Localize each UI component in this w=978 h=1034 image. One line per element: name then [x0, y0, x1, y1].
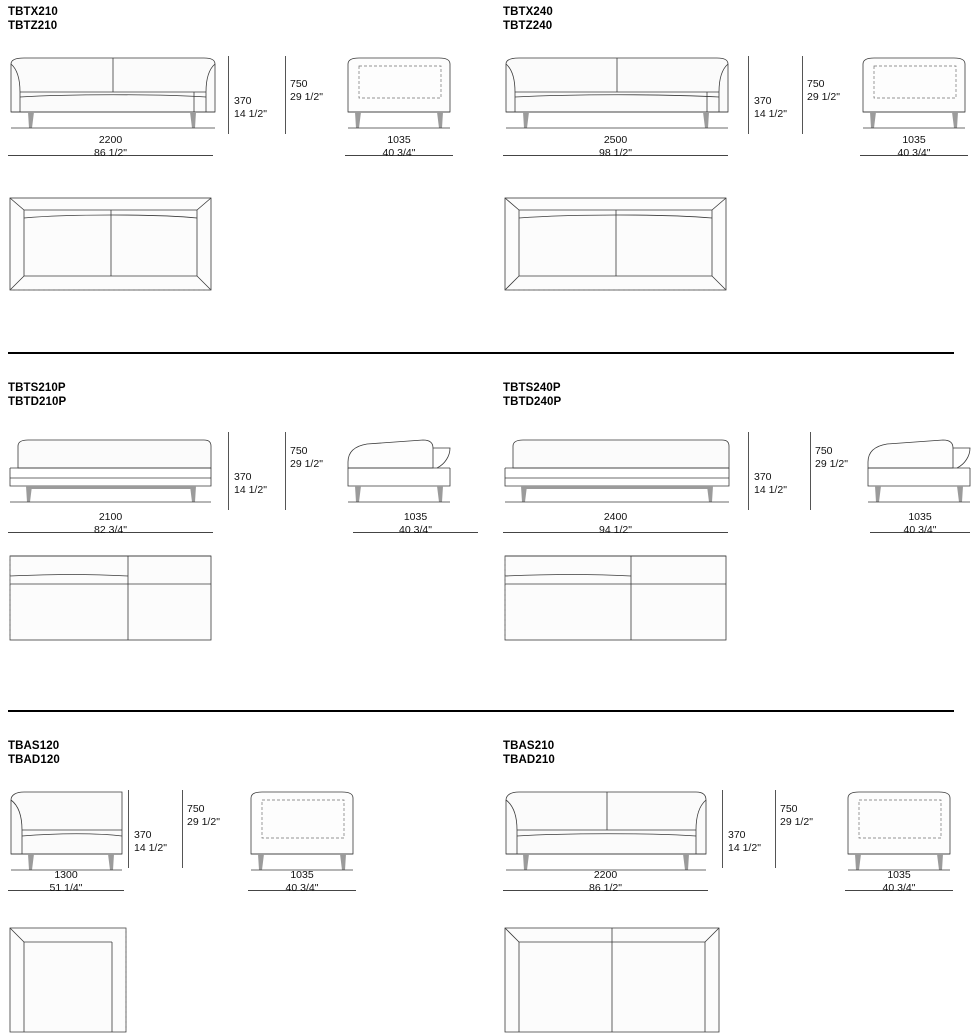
model-code-primary	[503, 739, 555, 767]
plan-view-drawing	[503, 554, 728, 644]
width-dim: 1300 51 1/4"	[49, 869, 83, 894]
plan-view-drawing	[503, 196, 728, 294]
code-line-1: TBTX240	[503, 6, 553, 18]
width-dim: 2500 98 1/2"	[599, 134, 632, 159]
model-code-primary	[8, 5, 58, 33]
front-elevation-drawing	[503, 786, 708, 876]
code-line-2: TBTZ240	[503, 20, 553, 32]
depth-dim: 1035 40 3/4"	[382, 134, 416, 159]
seat-height-dim: 370 14 1/2"	[134, 829, 167, 854]
width-dim: 2400 94 1/2"	[599, 511, 632, 536]
total-height-dim: 750 29 1/2"	[290, 78, 323, 103]
model-code-primary	[8, 381, 66, 409]
side-elevation-drawing	[865, 428, 973, 518]
depth-dim: 1035 40 3/4"	[285, 869, 319, 894]
code-line-1: TBTS240P	[503, 382, 561, 394]
seat-height-dim: 370 14 1/2"	[728, 829, 761, 854]
total-height-dim: 750 29 1/2"	[807, 78, 840, 103]
total-height-dim: 750 29 1/2"	[290, 445, 323, 470]
width-dim: 2200 86 1/2"	[589, 869, 622, 894]
seat-height-dim: 370 14 1/2"	[754, 471, 787, 496]
side-elevation-drawing	[345, 428, 453, 518]
side-elevation-drawing	[860, 52, 968, 142]
code-line-1: TBAS120	[8, 740, 60, 752]
product-section-3	[0, 714, 978, 1034]
seat-height-dim: 370 14 1/2"	[234, 471, 267, 496]
code-line-1: TBTX210	[8, 6, 58, 18]
code-line-2: TBTZ210	[8, 20, 58, 32]
side-elevation-drawing	[248, 786, 356, 876]
total-height-dim: 750 29 1/2"	[780, 803, 813, 828]
front-elevation-drawing	[8, 428, 213, 518]
total-height-dim: 750 29 1/2"	[187, 803, 220, 828]
code-line-1: TBTS210P	[8, 382, 66, 394]
model-code-primary	[503, 381, 561, 409]
front-elevation-drawing	[8, 52, 218, 142]
code-line-2: TBTD240P	[503, 396, 562, 408]
side-elevation-drawing	[845, 786, 953, 876]
code-line-2: TBAD210	[503, 754, 555, 766]
front-elevation-drawing	[8, 786, 124, 876]
plan-view-drawing	[8, 926, 128, 1034]
front-elevation-drawing	[503, 52, 731, 142]
width-dim: 2100 82 3/4"	[94, 511, 127, 536]
plan-view-drawing	[8, 554, 213, 644]
model-code-primary	[503, 5, 553, 33]
product-section-2	[0, 356, 978, 708]
section-divider-1	[8, 352, 954, 354]
model-code-primary	[8, 739, 60, 767]
code-line-2: TBAD120	[8, 754, 60, 766]
front-elevation-drawing	[503, 428, 731, 518]
code-line-2: TBTD210P	[8, 396, 67, 408]
depth-dim: 1035 40 3/4"	[903, 511, 937, 536]
section-divider-2	[8, 710, 954, 712]
depth-dim: 1035 40 3/4"	[882, 869, 916, 894]
total-height-dim: 750 29 1/2"	[815, 445, 848, 470]
width-dim: 2200 86 1/2"	[94, 134, 127, 159]
product-section-1	[0, 0, 978, 352]
code-line-1: TBAS210	[503, 740, 555, 752]
seat-height-dim: 370 14 1/2"	[234, 95, 267, 120]
seat-height-dim: 370 14 1/2"	[754, 95, 787, 120]
depth-dim: 1035 40 3/4"	[897, 134, 931, 159]
side-elevation-drawing	[345, 52, 453, 142]
plan-view-drawing	[8, 196, 213, 294]
depth-dim: 1035 40 3/4"	[399, 511, 432, 536]
plan-view-drawing	[503, 926, 721, 1034]
